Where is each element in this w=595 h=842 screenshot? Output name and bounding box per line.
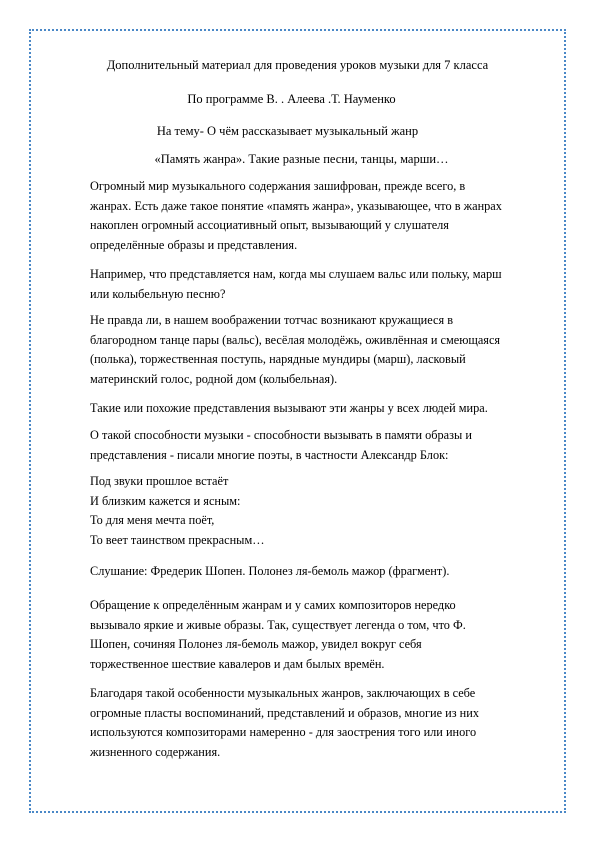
text-line: используются композиторами намеренно - для заострения того или иного xyxy=(90,725,477,740)
text-line: огромные пласты воспоминаний, представлений и образов, многие из них xyxy=(90,705,479,720)
text-line: О такой способности музыки - способности вызывать в памяти образы и xyxy=(90,428,472,442)
text-line: материнский голос, родной дом (колыбельная). xyxy=(90,371,338,386)
text-line: представления - писали многие поэты, в частности Александр Блок: xyxy=(90,447,449,462)
poem-line: То веет таинством прекрасным… xyxy=(90,532,265,547)
text-line: Не правда ли, в нашем воображении тотчас возникают кружащиеся в xyxy=(90,313,454,327)
poem-line: Под звуки прошлое встаёт xyxy=(90,474,229,488)
header-subtitle: «Память жанра». Такие разные песни, танцы, марши… xyxy=(154,152,449,166)
paragraph-all-people xyxy=(90,399,560,419)
text-line: жизненного содержания. xyxy=(90,744,221,759)
poem-line: И близким кажется и ясным: xyxy=(90,493,241,508)
text-line: вызывало яркие и живые образы. Так, существует легенда о том, что Ф. xyxy=(90,617,466,632)
header-topic: На тему- О чём рассказывает музыкальный жанр xyxy=(156,124,419,138)
paragraph-chopin-legend xyxy=(90,596,560,674)
text-line: Например, что представляется нам, когда мы слушаем вальс или польку, марш xyxy=(90,267,502,281)
paragraph-imagination xyxy=(90,311,560,389)
text-line: Огромный мир музыкального содержания зашифрован, прежде всего, в xyxy=(90,179,466,193)
paragraph-question xyxy=(90,265,560,304)
poem-line: То для меня мечта поёт, xyxy=(90,513,215,528)
text-line: Слушание: Фредерик Шопен. Полонез ля-бемоль мажор (фрагмент). xyxy=(90,564,450,578)
text-line: накоплен огромный ассоциативный опыт, вызывающий у слушателя xyxy=(90,218,449,233)
paragraph-conclusion xyxy=(90,684,560,762)
text-line: жанрах. Есть даже такое понятие «память жанра», указывающее, что в жанрах xyxy=(90,198,502,213)
header-line-2: По программе В. . Алеева .Т. Науменко xyxy=(187,92,396,106)
text-line: или колыбельную песню? xyxy=(90,286,226,301)
text-line: Шопен, сочиняя Полонез ля-бемоль мажор, увидел вокруг себя xyxy=(90,637,422,652)
text-line: Обращение к определённым жанрам и у самих композиторов нередко xyxy=(90,598,456,612)
text-line: торжественное шествие кавалеров и дам былых времён. xyxy=(90,656,385,671)
text-line: (полька), торжественная поступь, нарядные мундиры (марш), ласковый xyxy=(90,352,466,367)
text-line: Благодаря такой особенности музыкальных жанров, заключающих в себе xyxy=(90,686,476,700)
header-line-1: Дополнительный материал для проведения уроков музыки для 7 класса xyxy=(106,58,489,72)
text-line: благородном танце пары (вальс), весёлая молодёжь, оживлённая и смеющаяся xyxy=(90,332,501,347)
listening-note xyxy=(90,562,560,582)
text-line: Такие или похожие представления вызывают эти жанры у всех людей мира. xyxy=(90,401,488,415)
text-line: определённые образы и представления. xyxy=(90,237,298,252)
poem-quote xyxy=(90,472,560,550)
paragraph-genre-memory xyxy=(90,177,560,255)
paragraph-blok xyxy=(90,426,560,465)
